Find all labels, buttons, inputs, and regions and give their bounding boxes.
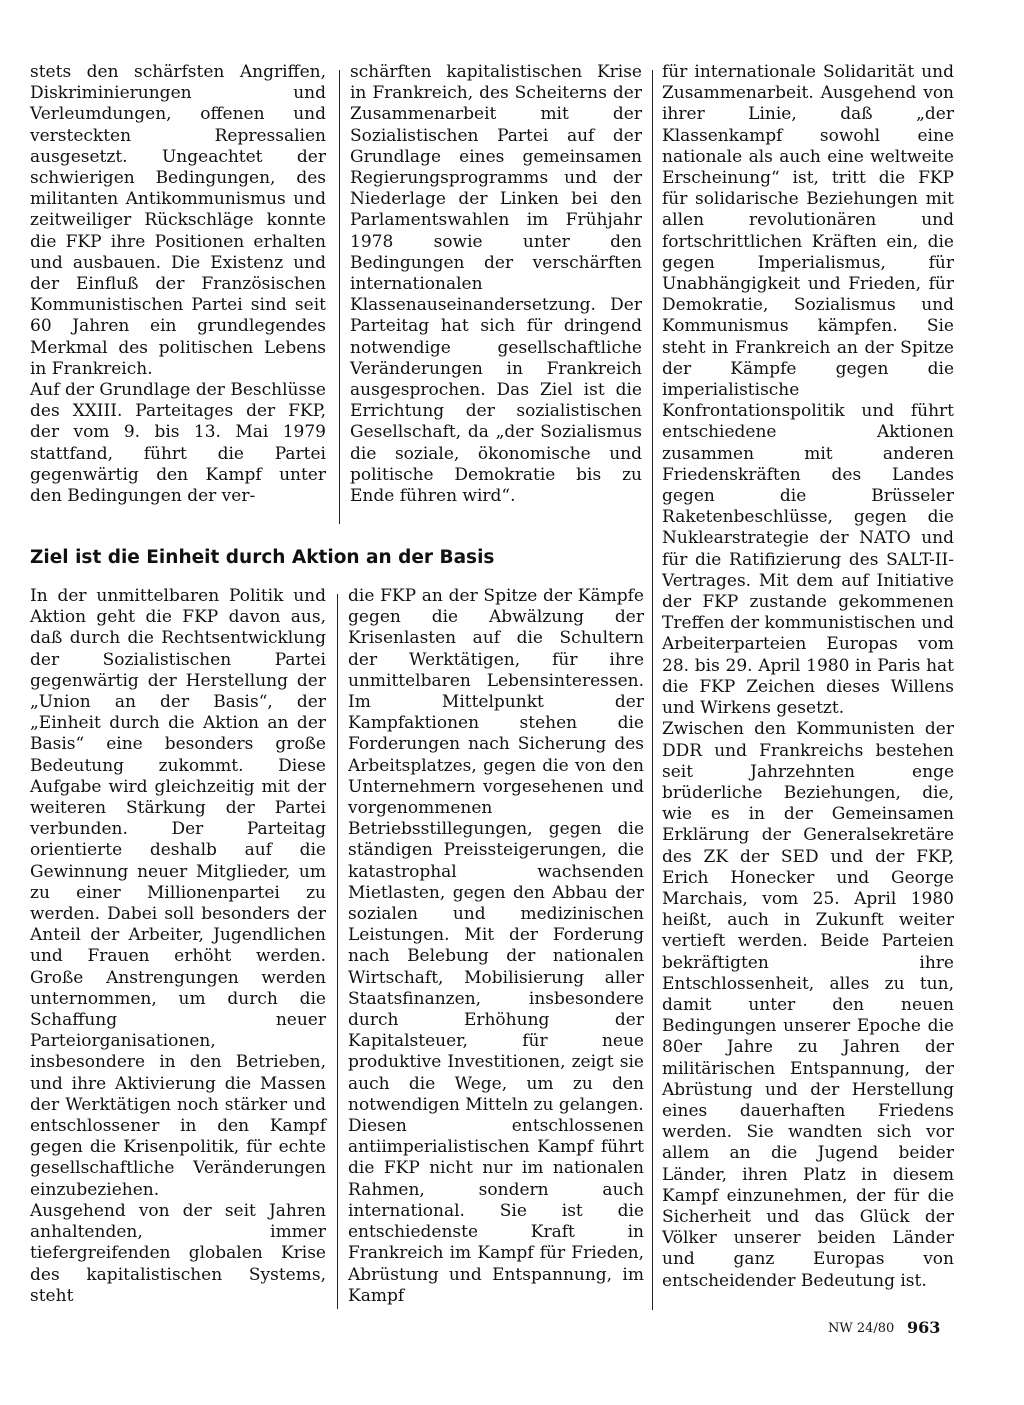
text-column-4 [30,586,326,1307]
paragraph: schärften kapitalistischen Krise in Frankreich, des Scheiterns der Zusammenarbeit mit der Sozialistischen Partei auf der Grundlage eines gemeinsamen Regierungsprogramms und der Niederlage der Linken bei den Parlamentswahlen im Frühjahr 1978 sowie unter den Bedingungen der verschärften internationalen Klassenauseinandersetzung. Der Parteitag hat sich für dringend notwendige gesellschaftliche Veränderungen in Frankreich ausgesprochen. Das Ziel ist die Errichtung der sozialistischen Gesellschaft, da „der Sozialismus die soziale, ökonomische und politische Demokratie bis zu Ende führen wird“. [350,62,642,507]
paragraph: Diesen entschlossenen antiimperialistischen Kampf führt die FKP nicht nur im nationalen Rahmen, sondern auch international. Sie ist die entschiedenste Kraft in Frankreich im Kampf für Frieden, Abrüstung und Entspannung, im Kampf [348,1116,644,1306]
paragraph: für internationale Solidarität und Zusammenarbeit. Ausgehend von ihrer Linie, daß „der Klassenkampf sowohl eine nationale als auch eine weltweite Erscheinung“ ist, tritt die FKP für solidarische Beziehungen mit allen revolutionären und fortschrittlichen Kräften ein, die gegen Imperialismus, für Unabhängigkeit und Frieden, für Demokratie, Sozialismus und Kommunismus kämpfen. Sie steht in Frankreich an der Spitze der Kämpfe gegen die imperialistische Konfrontationspolitik und führt entschiedene Aktionen zusammen mit anderen Friedenskräften des Landes gegen die Brüsseler Raketenbeschlüsse, gegen die Nuklearstrategie der NATO und für die Ratifizierung des SALT-II-Vertrages. Mit dem auf Initiative der FKP zustande gekommenen Treffen der kommunistischen und Arbeiterparteien Europas vom 28. bis 29. April 1980 in Paris hat die FKP Zeichen dieses Willens und Wirkens gesetzt. [662,62,954,719]
text-column-1 [30,62,326,507]
text-column-5 [348,586,644,1307]
paragraph: die FKP an der Spitze der Kämpfe gegen die Abwälzung der Krisenlasten auf die Schultern der Werktätigen, für ihre unmittelbaren Lebensinteressen. Im Mittelpunkt der Kampfaktionen stehen die Forderungen nach Sicherung des Arbeitsplatzes, gegen die von den Unternehmern vorgesehenen und vorgenommenen Betriebsstillegungen, gegen die ständigen Preissteigerungen, die katastrophal wachsenden Mietlasten, gegen den Abbau der sozialen und medizinischen Leistungen. Mit der Forderung nach Belebung der nationalen Wirtschaft, Mobilisierung aller Staatsfinanzen, insbesondere durch Erhöhung der Kapitalsteuer, für neue produktive Investitionen, zeigt sie auch die Wege, um zu den notwendigen Mitteln zu gelangen. [348,586,644,1115]
column-divider [339,70,340,524]
issue-reference: NW 24/80 [828,1321,895,1336]
section-heading: Ziel ist die Einheit durch Aktion an der Basis [30,547,495,568]
paragraph: Ausgehend von der seit Jahren anhaltenden, immer tiefergreifenden globalen Krise des kapitalistischen Systems, steht [30,1200,326,1306]
page-number: 963 [907,1318,941,1337]
column-divider [652,70,653,1310]
paragraph: Zwischen den Kommunisten der DDR und Frankreichs bestehen seit Jahrzehnten enge brüderliche Beziehungen, die, wie es in der Gemeinsamen Erklärung der Generalsekretäre des ZK der SED und der FKP, Erich Honecker und George Marchais, vom 25. April 1980 heißt, auch in Zukunft weiter vertieft werden. Beide Parteien bekräftigten ihre Entschlossenheit, alles zu tun, damit unter den neuen Bedingungen unserer Epoche die 80er Jahre zu Jahren der militärischen Entspannung, der Abrüstung und der Herstellung eines dauerhaften Friedens werden. Sie wandten sich vor allem an die Jugend beider Länder, ihren Platz in diesem Kampf einzunehmen, der für die Sicherheit und das Glück der Völker unserer beiden Länder und ganz Europas von entscheidender Bedeutung ist. [662,719,954,1291]
text-column-3 [662,62,954,1292]
paragraph: In der unmittelbaren Politik und Aktion geht die FKP davon aus, daß durch die Rechtsentwicklung der Sozialistischen Partei gegenwärtig der Herstellung der „Union an der Basis“, der „Einheit durch die Aktion an der Basis“ eine besonders große Bedeutung zukommt. Diese Aufgabe wird gleichzeitig mit der weiteren Stärkung der Partei verbunden. Der Parteitag orientierte deshalb auf die Gewinnung neuer Mitglieder, um zu einer Millionenpartei zu werden. Dabei soll besonders der Anteil der Arbeiter, Jugendlichen und Frauen erhöht werden. Große Anstrengungen werden unternommen, um durch die Schaffung neuer Parteiorganisationen, insbesondere in den Betrieben, und ihre Aktivierung die Massen der Werktätigen noch stärker und entschlossener in den Kampf gegen die Krisenpolitik, für echte gesellschaftliche Veränderungen einzubeziehen. [30,586,326,1200]
column-divider [337,594,338,1309]
paragraph: Auf der Grundlage der Beschlüsse des XXIII. Parteitages der FKP, der vom 9. bis 13. Mai 1979 stattfand, führt die Partei gegenwärtig den Kampf unter den Bedingungen der ver- [30,380,326,507]
text-column-2 [350,62,642,507]
paragraph: stets den schärfsten Angriffen, Diskriminierungen und Verleumdungen, offenen und versteckten Repressalien ausgesetzt. Ungeachtet der schwierigen Bedingungen, des militanten Antikommunismus und zeitweiliger Rückschläge konnte die FKP ihre Positionen erhalten und ausbauen. Die Existenz und der Einfluß der Französischen Kommunistischen Partei sind seit 60 Jahren ein grundlegendes Merkmal des politischen Lebens in Frankreich. [30,62,326,379]
